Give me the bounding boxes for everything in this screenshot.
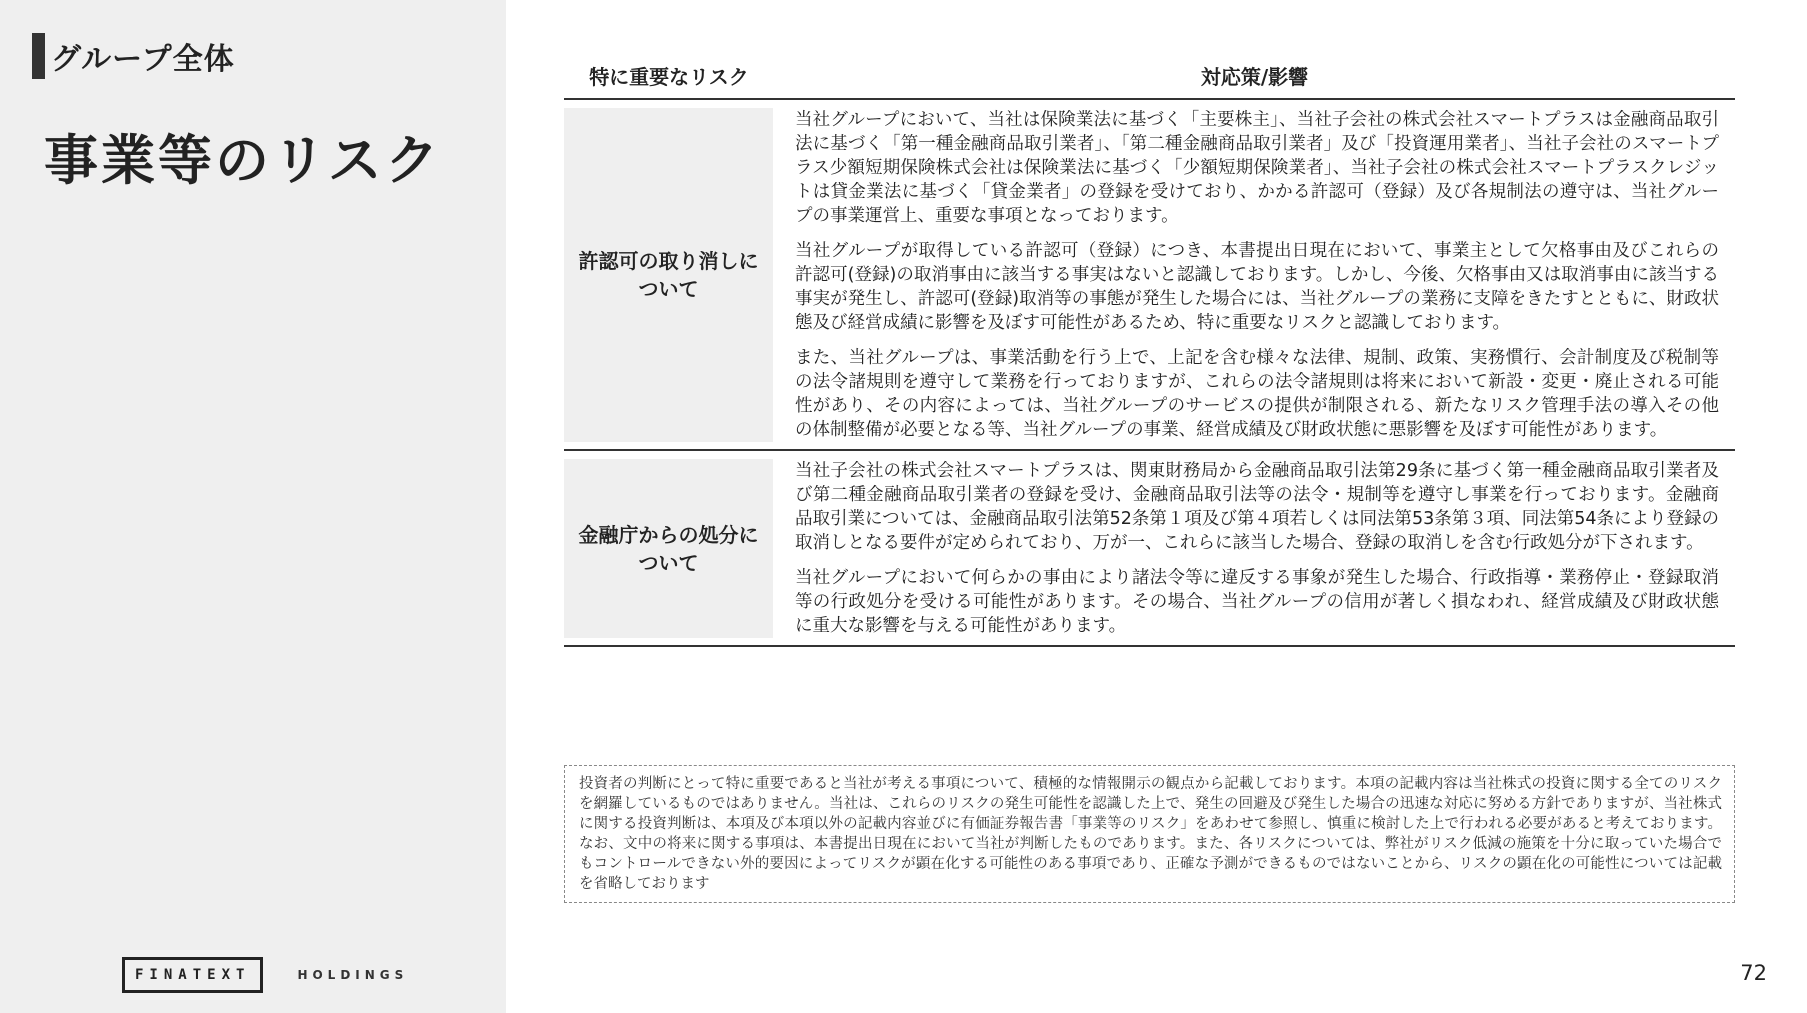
section-label [32, 33, 235, 79]
response-paragraph: 当社グループが取得している許認可（登録）につき、本書提出日現在において、事業主として欠格事由及びこれらの許認可(登録)の取消事由に該当する事実はないと認識しております。しかし、今後、欠格事由又は取消事由に該当する事実が発生し、許認可(登録)取消等の事態が発生した場合には、当社グループの業務に支障をきたすとともに、財政状態及び経営成績に影響を及ぼす可能性があるため、特に重要なリスクと認識しております。 [795, 241, 1719, 333]
section-label-text: グループ全体 [51, 42, 235, 77]
response-cell [773, 108, 1735, 442]
disclaimer-box: 投資者の判断にとって特に重要であると当社が考える事項について、積極的な情報開示の観点から記載しております。本項の記載内容は当社株式の投資に関する全てのリスクを網羅しているものではありません。当社は、これらのリスクの発生可能性を認識した上で、発生の回避及び発生した場合の迅速な対応に努める方針でありますが、当社株式に関する投資判断は、本項及び本項以外の記載内容並びに有価証券報告書「事業等のリスク」をあわせて参照し、慎重に検討した上で行われる必要があると考えております。なお、文中の将来に関する事項は、本書提出日現在において当社が判断したものであります。また、各リスクについては、弊社がリスク低減の施策を十分に取っていた場合でもコントロールできない外的要因によってリスクが顕在化する可能性のある事項であり、正確な予測ができるものではないことから、リスクの顕在化の可能性については記載を省略しております [564, 765, 1735, 903]
risk-cell: 金融庁からの処分について [564, 459, 773, 638]
response-paragraph: 当社グループにおいて何らかの事由により諸法令等に違反する事象が発生した場合、行政指導・業務停止・登録取消等の行政処分を受ける可能性があります。その場合、当社グループの信用が著しく損なわれ、経営成績及び財政状態に重大な影響を与える可能性があります。 [795, 568, 1719, 636]
table-header [564, 52, 1735, 100]
page-title: 事業等のリスク [44, 129, 442, 192]
page-number: 72 [1740, 961, 1767, 985]
section-bar [32, 33, 45, 79]
response-paragraph: 当社子会社の株式会社スマートプラスは、関東財務局から金融商品取引法第29条に基づく第一種金融商品取引業者及び第二種金融商品取引業者の登録を受け、金融商品取引法等の法令・規制等を遵守し事業を行っております。金融商品取引業については、金融商品取引法第52条第１項及び第４項若しくは同法第53条第３項、同法第54条により登録の取消しとなる要件が定められており、万が一、これらに該当した場合、登録の取消しを含む行政処分が下されます。 [795, 461, 1719, 553]
company-logo [122, 957, 408, 993]
header-response: 対応策/影響 [1200, 64, 1309, 89]
response-paragraph: 当社グループにおいて、当社は保険業法に基づく「主要株主」、当社子会社の株式会社スマートプラスは金融商品取引法に基づく「第一種金融商品取引業者」、「第二種金融商品取引業者」及び「投資運用業者」、当社子会社のスマートプラス少額短期保険株式会社は保険業法に基づく「少額短期保険業者」、当社子会社の株式会社スマートプラスクレジットは貸金業法に基づく「貸金業者」の登録を受けており、かかる許認可（登録）及び各規制法の遵守は、当社グループの事業運営上、重要な事項となっております。 [795, 110, 1719, 226]
sidebar [0, 0, 506, 1013]
logo-main: FINATEXT [122, 957, 263, 993]
logo-sub: HOLDINGS [297, 968, 409, 982]
table-row [564, 451, 1735, 647]
response-paragraph: また、当社グループは、事業活動を行う上で、上記を含む様々な法律、規制、政策、実務慣行、会計制度及び税制等の法令諸規則を遵守して業務を行っておりますが、これらの法令諸規則は将来において新設・変更・廃止される可能性があり、その内容によっては、当社グループのサービスの提供が制限される、新たなリスク管理手法の導入その他の体制整備が必要となる等、当社グループの事業、経営成績及び財政状態に悪影響を及ぼす可能性があります。 [795, 348, 1719, 440]
header-risk: 特に重要なリスク [589, 64, 749, 89]
response-cell [773, 459, 1735, 638]
table-row [564, 100, 1735, 451]
risk-table [564, 52, 1735, 647]
risk-cell: 許認可の取り消しについて [564, 108, 773, 442]
